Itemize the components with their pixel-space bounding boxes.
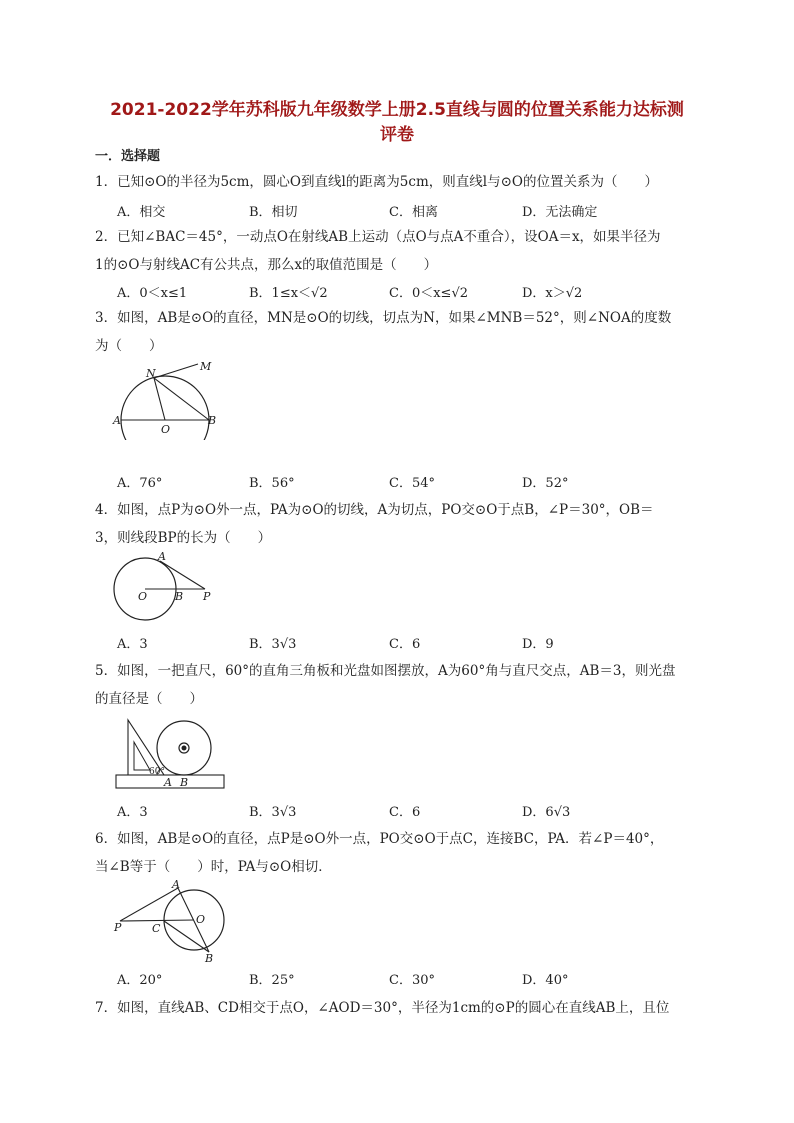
label-a: A (172, 878, 180, 891)
label-a: A (164, 776, 172, 789)
question-4 (95, 496, 705, 552)
question-6-stem-line-1: 6．如图，AB是⊙O的直径，点P是⊙O外一点，PO交⊙O于点C，连接BC，PA．若∠P＝40°， (95, 831, 664, 847)
label-b: B (175, 590, 184, 603)
option-c[interactable]: C．相离 (389, 205, 438, 220)
question-6-stem-line-2: 当∠B等于（ ）时，PA与⊙O相切． (95, 859, 332, 875)
question-2 (95, 223, 705, 279)
question-2-stem-line-2: 1的⊙O与射线AC有公共点，那么x的取值范围是（ ） (95, 257, 438, 273)
option-d[interactable]: D．52° (522, 476, 569, 491)
triangle-inner (134, 742, 150, 770)
label-60: 60° (149, 767, 165, 777)
question-3-options (117, 472, 707, 494)
option-c[interactable]: C．54° (389, 476, 435, 491)
label-m: M (200, 360, 212, 373)
title-line-1: 2021-2022学年苏科版九年级数学上册2.5直线与圆的位置关系能力达标测 (110, 100, 684, 120)
question-2-stem-line-1: 2．已知∠BAC＝45°，一动点O在射线AB上运动（点O与点A不重合），设OA＝x，如果半径为 (95, 229, 661, 245)
label-b: B (180, 776, 189, 789)
label-p: P (114, 921, 122, 934)
section-heading: 一．选择题 (95, 149, 161, 164)
question-6-figure (112, 878, 230, 962)
option-b[interactable]: B．1≤x＜√2 (249, 286, 328, 301)
question-1 (95, 168, 705, 196)
option-b[interactable]: B．相切 (249, 205, 298, 220)
question-6 (95, 825, 705, 881)
question-5-figure (114, 712, 230, 794)
label-p: P (203, 590, 211, 603)
label-a: A (158, 552, 166, 563)
option-a[interactable]: A．3 (117, 637, 148, 652)
question-7-stem-line-1: 7．如图，直线AB、CD相交于点O，∠AOD＝30°，半径为1cm的⊙P的圆心在直线AB上，且位 (95, 1000, 670, 1016)
segment-po (120, 920, 194, 921)
label-a: A (113, 414, 121, 427)
question-4-options (117, 633, 707, 655)
option-c[interactable]: C．6 (389, 637, 421, 652)
option-c[interactable]: C．30° (389, 973, 435, 988)
label-b: B (205, 952, 214, 962)
option-b[interactable]: B．3√3 (249, 805, 297, 820)
segment-pa (120, 888, 178, 921)
question-5 (95, 657, 705, 713)
option-b[interactable]: B．25° (249, 973, 295, 988)
label-o: O (161, 423, 171, 436)
exam-title (90, 98, 704, 148)
segment-nb (154, 378, 209, 420)
option-d[interactable]: D．x＞√2 (522, 286, 583, 301)
tangent-pa (160, 561, 205, 589)
disc-hole-inner (182, 746, 187, 751)
question-5-options (117, 801, 707, 823)
question-2-options (117, 282, 707, 304)
question-5-stem-line-2: 的直径是（ ） (95, 691, 203, 707)
question-7 (95, 994, 705, 1022)
question-5-stem-line-1: 5．如图，一把直尺，60°的直角三角板和光盘如图摆放，A为60°角与直尺交点，AB＝3，则光盘 (95, 663, 676, 679)
option-a[interactable]: A．20° (117, 973, 163, 988)
question-3-figure (110, 358, 230, 440)
option-c[interactable]: C．0＜x≤√2 (389, 286, 468, 301)
label-n: N (146, 367, 156, 380)
segment-no (154, 378, 165, 420)
question-4-stem-line-2: 3，则线段BP的长为（ ） (95, 530, 272, 546)
option-a[interactable]: A．76° (117, 476, 163, 491)
tangent-mn (154, 364, 198, 378)
option-b[interactable]: B．56° (249, 476, 295, 491)
option-a[interactable]: A．相交 (117, 205, 166, 220)
title-line-2: 评卷 (380, 125, 414, 145)
option-d[interactable]: D．40° (522, 973, 569, 988)
option-c[interactable]: C．6 (389, 805, 421, 820)
question-4-figure (108, 552, 220, 624)
option-d[interactable]: D．6√3 (522, 805, 571, 820)
label-o: O (138, 590, 148, 603)
option-d[interactable]: D．9 (522, 637, 554, 652)
question-1-options (117, 201, 707, 223)
option-a[interactable]: A．3 (117, 805, 148, 820)
label-o: O (196, 913, 206, 926)
question-3 (95, 304, 705, 360)
option-d[interactable]: D．无法确定 (522, 205, 598, 220)
label-c: C (152, 922, 161, 935)
question-3-stem-line-2: 为（ ） (95, 338, 163, 354)
option-b[interactable]: B．3√3 (249, 637, 297, 652)
label-b: B (208, 414, 217, 427)
question-1-stem: 1．已知⊙O的半径为5cm，圆心O到直线l的距离为5cm，则直线l与⊙O的位置关系为（ ） (95, 174, 658, 190)
option-a[interactable]: A．0＜x≤1 (117, 286, 188, 301)
question-4-stem-line-1: 4．如图，点P为⊙O外一点，PA为⊙O的切线，A为切点，PO交⊙O于点B，∠P＝30°，OB＝ (95, 502, 654, 518)
question-3-stem-line-1: 3．如图，AB是⊙O的直径，MN是⊙O的切线，切点为N，如果∠MNB＝52°，则∠NOA的度数 (95, 310, 672, 326)
question-6-options (117, 969, 707, 991)
